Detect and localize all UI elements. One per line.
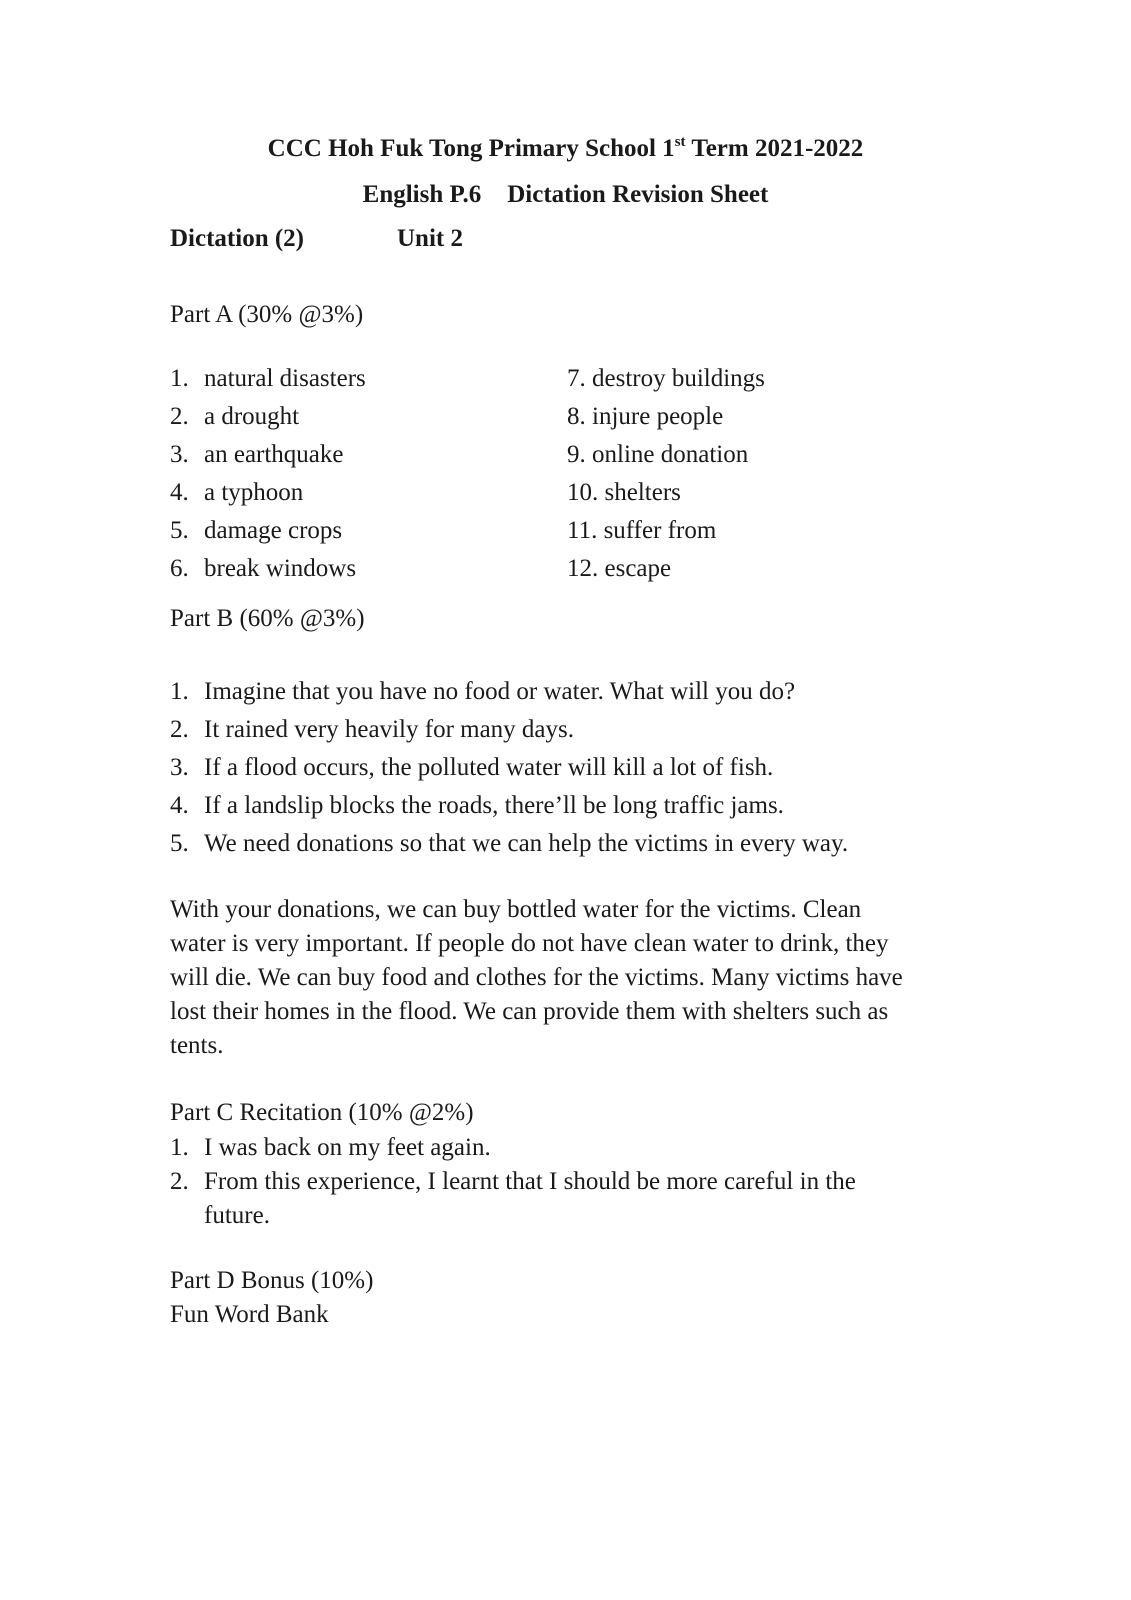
list-item: 1. I was back on my feet again. [170,1134,491,1161]
subject-title [0,181,1131,209]
list-item: 3. an earthquake [170,441,344,468]
term-text: Term 2021-2022 [685,135,864,162]
list-item: 2. From this experience, I learnt that I should be more careful in the [170,1168,856,1195]
list-item: 1. natural disasters [170,365,366,392]
list-item-continuation: future. [204,1202,270,1229]
list-item: 11. suffer from [567,517,717,544]
list-item: 10. shelters [567,479,681,506]
passage-paragraph [170,893,960,1063]
school-title-text: CCC Hoh Fuk Tong Primary School 1 [267,135,675,162]
list-item: 8. injure people [567,403,724,430]
paragraph-line: tents. [170,1032,224,1059]
list-item: 12. escape [567,555,672,582]
school-title [0,135,1131,163]
unit-label: Unit 2 [397,225,463,252]
list-item: 2. a drought [170,403,300,430]
subject-label: English P.6 [362,181,482,208]
paragraph-line: With your donations, we can buy bottled water for the victims. Clean [170,896,862,923]
list-item: 3. If a flood occurs, the polluted water will kill a lot of fish. [170,754,774,781]
part-b-list [170,673,848,863]
ordinal-suffix: st [674,134,686,150]
sheet-name: Dictation Revision Sheet [507,181,769,208]
list-item: 9. online donation [567,441,749,468]
fun-word-bank-label: Fun Word Bank [170,1301,329,1328]
paragraph-line: lost their homes in the flood. We can provide them with shelters such as [170,998,889,1025]
list-item: 5. damage crops [170,517,343,544]
paragraph-line: will die. We can buy food and clothes for the victims. Many victims have [170,964,903,991]
paragraph-line: water is very important. If people do not have clean water to drink, they [170,930,889,957]
list-item: 2. It rained very heavily for many days. [170,716,575,743]
part-c-heading: Part C Recitation (10% @2%) [170,1099,474,1126]
part-a-heading: Part A (30% @3%) [170,301,364,328]
list-item: 1. Imagine that you have no food or water. What will you do? [170,678,796,705]
list-item: 7. destroy buildings [567,365,765,392]
list-item: 5. We need donations so that we can help the victims in every way. [170,830,849,857]
part-a-list-left [170,360,366,588]
part-d-heading: Part D Bonus (10%) [170,1267,374,1294]
list-item: 4. If a landslip blocks the roads, there’ll be long traffic jams. [170,792,784,819]
list-item: 6. break windows [170,555,357,582]
part-b-heading: Part B (60% @3%) [170,605,365,632]
part-a-list-right [567,360,765,588]
part-c-list [170,1131,856,1233]
list-item: 4. a typhoon [170,479,304,506]
dictation-number: Dictation (2) [170,225,304,252]
